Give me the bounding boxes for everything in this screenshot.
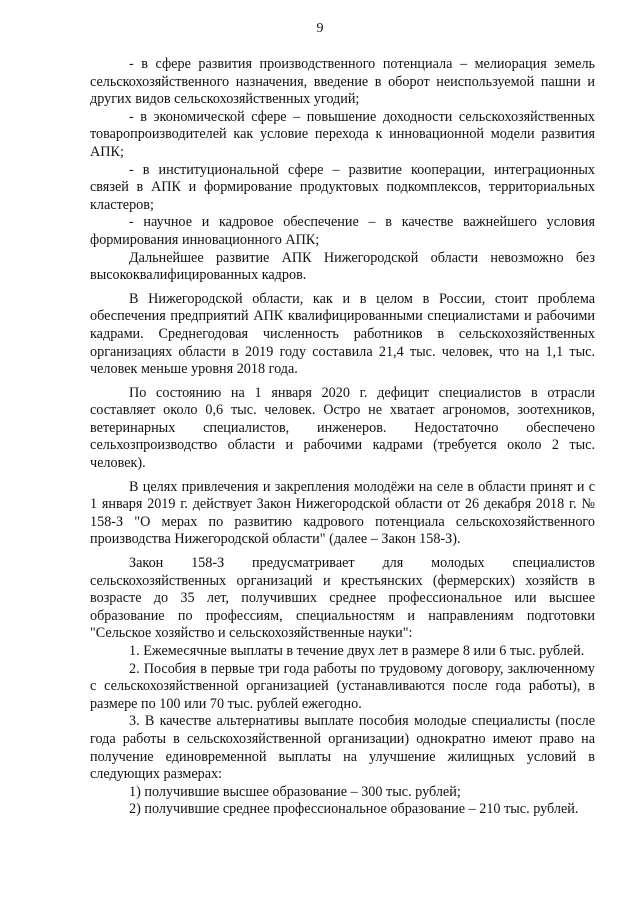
paragraph-law-provisions: Закон 158-З предусматривает для молодых специалистов сельскохозяйственных организаций и крестьянских (фермерских) хозяйств в возрасте до 35 лет, получивших среднее профессиональное или высшее образование по профессиям, специальностям и направлениям подготовки "Сельское хозяйство и сельскохозяйственные науки":	[90, 555, 595, 642]
paragraph-scientific-staffing: - научное и кадровое обеспечение – в качестве важнейшего условия формирования инновационного АПК;	[90, 214, 595, 248]
list-item-housing-alternative: 3. В качестве альтернативы выплате пособия молодые специалисты (после года работы в сельскохозяйственной организации) однократно имеют право на получение единовременной выплаты на улучшение жилищных условий в следующих размерах:	[90, 713, 595, 783]
paragraph-economic-sphere: - в экономической сфере – повышение доходности сельскохозяйственных товаропроизводителей как условие перехода к инновационной модели развития АПК;	[90, 108, 595, 160]
document-body	[90, 56, 595, 819]
paragraph-institutional-sphere: - в институциональной сфере – развитие кооперации, интеграционных связей в АПК и формирование продуктовых подкомплексов, территориальных кластеров;	[90, 161, 595, 213]
paragraph-staffing-problem: В Нижегородской области, как и в целом в России, стоит проблема обеспечения предприятий АПК квалифицированными специалистами и рабочими кадрами. Среднегодовая численность работников в сельскохозяйственных организациях области в 2019 году составила 21,4 тыс. человек, что на 1,1 тыс. человек меньше уровня 2018 года.	[90, 290, 595, 378]
list-item-higher-education: 1) получившие высшее образование – 300 тыс. рублей;	[129, 783, 461, 800]
paragraph-law-adopted: В целях привлечения и закрепления молодёжи на селе в области принят и с 1 января 2019 г. действует Закон Нижегородской области от 26 декабря 2018 г. № 158-З "О мерах по развитию кадрового потенциала сельскохозяйственного производства Нижегородской области" (далее – Закон 158-З).	[90, 478, 595, 548]
page-number: 9	[316, 21, 324, 36]
paragraph-production-sphere: - в сфере развития производственного потенциала – мелиорация земель сельскохозяйственного назначения, введение в оборот неиспользуемой пашни и других видов сельскохозяйственных угодий;	[90, 56, 595, 108]
paragraph-further-development: Дальнейшее развитие АПК Нижегородской области невозможно без высококвалифицированных кадров.	[90, 249, 595, 284]
list-item-secondary-professional: 2) получившие среднее профессиональное образование – 210 тыс. рублей.	[129, 801, 579, 818]
paragraph-specialist-deficit: По состоянию на 1 января 2020 г. дефицит специалистов в отрасли составляет около 0,6 тыс. человек. Остро не хватает агрономов, зоотехников, ветеринарных специалистов, инженеров. Недостаточно обеспечено сельхозпроизводство области и рабочими кадрами (требуется около 2 тыс. человек).	[90, 384, 595, 472]
list-item-allowances: 2. Пособия в первые три года работы по трудовому договору, заключенному с сельскохозяйственной организацией (устанавливаются после года работы), в размере по 100 или 70 тыс. рублей ежегодно.	[90, 660, 595, 712]
list-item-monthly-payments: 1. Ежемесячные выплаты в течение двух лет в размере 8 или 6 тыс. рублей.	[129, 643, 585, 659]
